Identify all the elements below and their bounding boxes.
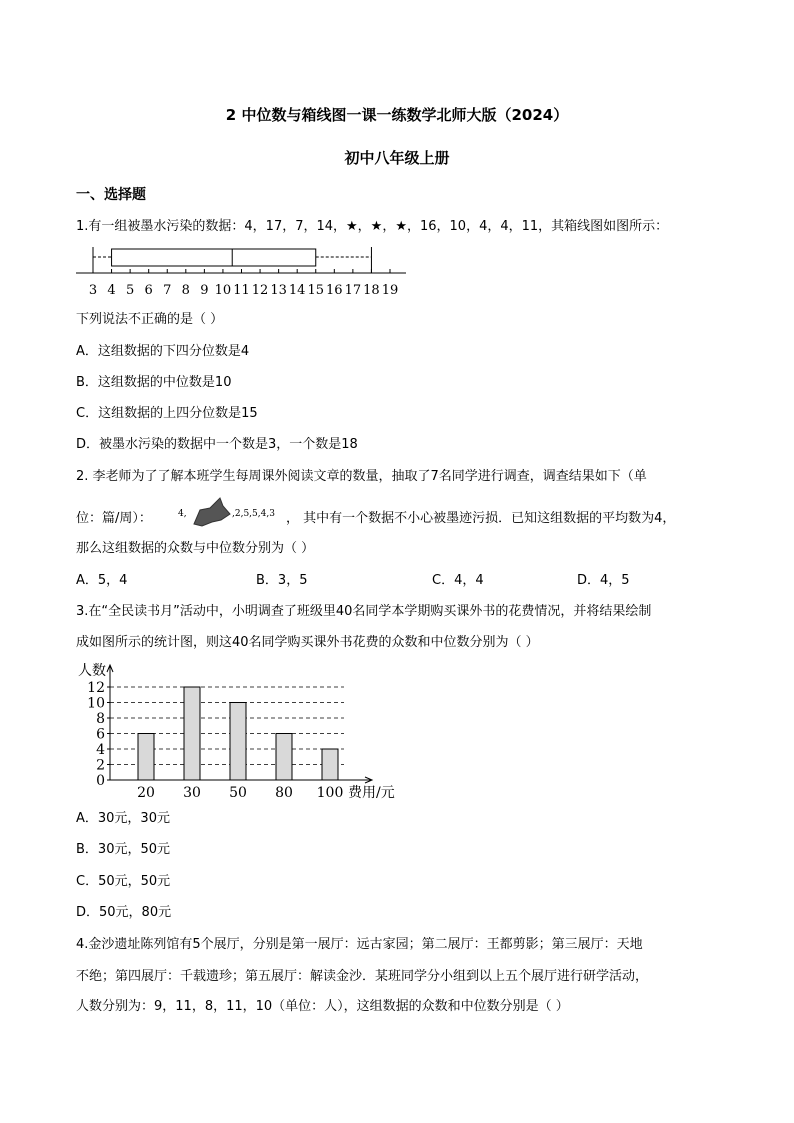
bar-chart-y-tick-label: 4 (96, 742, 105, 758)
boxplot-tick-label: 10 (214, 283, 232, 298)
bar-chart-y-tick-label: 0 (96, 773, 105, 789)
q2-option-b: B．3，5 (256, 573, 308, 588)
boxplot-tick-label: 9 (200, 283, 209, 298)
q2-line2-after: ， 其中有一个数据不小心被墨迹污损．已知这组数据的平均数为4， (286, 511, 676, 526)
bar (138, 734, 154, 781)
boxplot-tick-label: 11 (233, 283, 250, 298)
bar-chart-y-tick-label: 2 (96, 757, 105, 774)
boxplot-tick-label: 7 (163, 283, 172, 298)
bar (276, 734, 292, 781)
q3-option-a: A．30元，30元 (76, 811, 170, 826)
bar-chart-y-label: 人数 (78, 663, 106, 679)
q3-bar-chart (76, 656, 416, 806)
bar (230, 703, 246, 781)
q1-prompt: 下列说法不正确的是（ ） (76, 312, 224, 327)
bar (322, 749, 338, 780)
bar-chart-y-tick-label: 6 (96, 726, 105, 743)
section-heading: 一、选择题 (76, 187, 146, 203)
bar-chart-x-tick-label: 50 (229, 785, 247, 801)
boxplot-group (76, 247, 406, 298)
bar (184, 687, 200, 780)
q3-option-b: B．30元，50元 (76, 842, 171, 857)
bar-chart-x-tick-label: 20 (137, 785, 155, 801)
boxplot-tick-label: 4 (107, 283, 116, 298)
q3-line1: 3.在“全民读书月”活动中，小明调查了班级里40名同学本学期购买课外书的花费情况，并将结果绘制 (76, 604, 652, 619)
q3-line2: 成如图所示的统计图，则这40名同学购买课外书花费的众数和中位数分别为（ ） (76, 635, 539, 650)
boxplot-tick-label: 18 (363, 283, 380, 298)
q2-data-image (172, 494, 284, 530)
boxplot-tick-label: 16 (326, 283, 343, 298)
bar-chart-x-tick-label: 80 (275, 785, 293, 801)
q4-line3: 人数分别为：9，11，8，11，10（单位：人），这组数据的众数和中位数分别是（ ） (76, 999, 569, 1014)
ink-blot-icon (190, 496, 232, 528)
bar-chart-x-label: 费用/元 (348, 785, 395, 801)
bar-chart-x-tick-label: 30 (183, 785, 201, 801)
boxplot-tick-label: 3 (88, 283, 98, 298)
q2-option-a: A．5，4 (76, 573, 128, 588)
q2-line3: 那么这组数据的众数与中位数分别为（ ） (76, 541, 315, 556)
q2-line2-before: 位：篇/周）： (76, 511, 152, 526)
q1-option-b: B．这组数据的中位数是10 (76, 375, 232, 390)
boxplot-tick-label: 14 (288, 283, 306, 298)
q1-boxplot (76, 242, 416, 300)
q3-option-c: C．50元，50元 (76, 874, 171, 889)
q4-line2: 不绝；第四展厅：千载遗珍；第五展厅：解读金沙．某班同学分小组到以上五个展厅进行研学活动， (76, 969, 649, 984)
document-subtitle: 初中八年级上册 (344, 149, 450, 167)
q2-option-c: C．4，4 (432, 573, 484, 588)
q1-option-d: D．被墨水污染的数据中一个数是3，一个数是18 (76, 437, 358, 452)
bar-chart-y-tick-label: 8 (96, 711, 105, 727)
q1-stem: 1.有一组被墨水污染的数据：4，17，7，14，★，★，★，16，10，4，4，11，其箱线图如图所示： (76, 219, 669, 234)
boxplot-tick-label: 6 (144, 283, 153, 298)
bar-chart-x-tick-label: 100 (316, 785, 344, 801)
document-title: 2 中位数与箱线图一课一练数学北师大版（2024） (225, 106, 569, 124)
bar-chart-y-tick-label: 12 (87, 680, 105, 696)
q1-option-c: C．这组数据的上四分位数是15 (76, 406, 258, 421)
boxplot-tick-label: 19 (381, 283, 399, 298)
boxplot-tick-label: 8 (181, 283, 190, 298)
boxplot-box (112, 249, 316, 266)
boxplot-tick-label: 17 (344, 283, 362, 298)
q2-image-left-text: 4, (178, 509, 187, 519)
q3-option-d: D．50元，80元 (76, 905, 172, 920)
bar-chart-group (78, 662, 395, 801)
boxplot-tick-label: 15 (307, 283, 325, 298)
bar-chart-y-tick-label: 10 (87, 695, 105, 712)
boxplot-tick-label: 12 (251, 283, 269, 298)
q4-line1: 4.金沙遗址陈列馆有5个展厅，分别是第一展厅：远古家园；第二展厅：王都剪影；第三展厅：天地 (76, 937, 643, 952)
q1-option-a: A．这组数据的下四分位数是4 (76, 344, 250, 359)
boxplot-tick-label: 5 (125, 283, 135, 298)
q2-line1: 2. 李老师为了了解本班学生每周课外阅读文章的数量，抽取了7名同学进行调查，调查结果如下（单 (76, 469, 647, 484)
boxplot-tick-label: 13 (270, 283, 287, 298)
q2-image-right-text: ,2,5,5,4,3 (232, 509, 275, 519)
q2-option-d: D．4，5 (577, 573, 630, 588)
